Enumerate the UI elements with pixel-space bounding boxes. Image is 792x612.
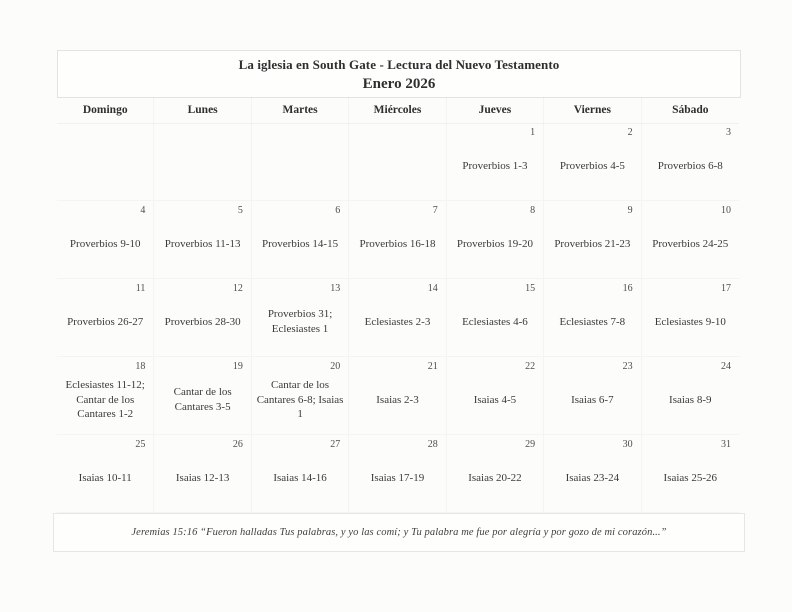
calendar-month: Enero 2026 — [362, 76, 436, 92]
day-number: 23 — [622, 361, 633, 372]
reading-text: Isaias 14-16 — [273, 471, 327, 484]
day-number: 18 — [135, 361, 146, 372]
calendar-day-cell — [447, 123, 544, 201]
day-number — [350, 123, 444, 140]
calendar-day-cell — [447, 279, 544, 357]
day-number: 12 — [232, 283, 243, 294]
reading-text — [350, 140, 444, 200]
calendar-day-cell — [642, 435, 739, 513]
calendar-day-cell — [57, 201, 154, 279]
day-number: 27 — [330, 439, 341, 450]
calendar-day-cell — [57, 279, 154, 357]
reading-text: Proverbios 31; Eclesiastes 1 — [267, 308, 333, 335]
reading-text: Proverbios 28-30 — [164, 315, 241, 328]
footer-verse: Jeremias 15:16 “Fueron halladas Tus palabras, y yo las comí; y Tu palabra me fue por alegría y por gozo de mi corazón...” — [131, 527, 667, 538]
reading-text: Isaias 6-7 — [571, 393, 614, 406]
reading-text — [58, 140, 152, 200]
day-number: 8 — [530, 205, 536, 216]
calendar-day-cell — [544, 435, 641, 513]
day-number: 16 — [622, 283, 633, 294]
day-number: 5 — [237, 205, 243, 216]
reading-text: Eclesiastes 9-10 — [654, 315, 726, 328]
calendar-day-cell — [642, 201, 739, 279]
reading-text: Proverbios 19-20 — [456, 237, 533, 250]
reading-text: Cantar de los Cantares 6-8; Isaias 1 — [256, 379, 344, 421]
day-number: 2 — [627, 127, 633, 138]
weekday-header: Sábado — [672, 104, 709, 116]
day-number — [155, 123, 249, 140]
calendar-day-cell — [642, 123, 739, 201]
day-number: 24 — [721, 361, 731, 372]
day-number: 28 — [427, 439, 438, 450]
calendar-day-cell — [252, 435, 349, 513]
day-number: 19 — [232, 361, 243, 372]
calendar-day-cell — [57, 435, 154, 513]
reading-text: Proverbios 9-10 — [69, 237, 141, 250]
day-number: 7 — [432, 205, 438, 216]
calendar-day-cell — [57, 123, 154, 201]
reading-text: Isaias 4-5 — [473, 393, 517, 406]
calendar-day-cell — [252, 123, 349, 201]
reading-text: Proverbios 1-3 — [462, 159, 528, 172]
calendar-day-cell — [544, 279, 641, 357]
calendar-day-cell — [252, 357, 349, 435]
reading-text: Proverbios 4-5 — [559, 159, 625, 172]
reading-text: Isaias 17-19 — [370, 471, 425, 484]
reading-text: Proverbios 14-15 — [262, 237, 339, 250]
reading-text: Proverbios 26-27 — [67, 315, 144, 328]
calendar-day-cell — [447, 435, 544, 513]
day-number: 6 — [335, 205, 341, 216]
footer-verse-box — [53, 513, 745, 552]
calendar-day-cell — [154, 435, 251, 513]
day-number — [58, 123, 152, 140]
reading-text: Isaias 12-13 — [175, 471, 230, 484]
weekday-header: Miércoles — [349, 97, 446, 123]
reading-text: Proverbios 21-23 — [554, 237, 631, 250]
calendar-day-cell — [252, 201, 349, 279]
day-number: 9 — [627, 205, 633, 216]
calendar-day-cell — [154, 201, 251, 279]
weekday-header: Lunes — [154, 97, 251, 123]
weekday-header: Viernes — [544, 97, 641, 123]
day-number: 20 — [330, 361, 341, 372]
calendar-title: La iglesia en South Gate - Lectura del Nuevo Testamento — [238, 57, 560, 72]
calendar-day-cell — [252, 279, 349, 357]
reading-text: Isaias 20-22 — [468, 471, 522, 484]
calendar-day-cell — [349, 435, 446, 513]
calendar-day-cell — [154, 123, 251, 201]
day-number: 10 — [721, 205, 731, 216]
day-number: 1 — [530, 127, 536, 138]
reading-text: Isaias 8-9 — [669, 393, 712, 406]
calendar-day-cell — [544, 357, 641, 435]
reading-text: Eclesiastes 7-8 — [559, 315, 626, 328]
reading-text — [155, 140, 249, 200]
calendar-day-cell — [154, 279, 251, 357]
day-number — [253, 123, 347, 140]
weekday-header: Martes — [252, 97, 349, 123]
reading-text: Eclesiastes 11-12; Cantar de los Cantares 1-2 — [65, 379, 145, 421]
calendar-day-cell — [447, 201, 544, 279]
reading-text: Proverbios 6-8 — [657, 159, 723, 172]
reading-text — [253, 140, 347, 200]
day-number: 13 — [330, 283, 341, 294]
day-number: 11 — [135, 283, 146, 294]
calendar-day-cell — [154, 357, 251, 435]
reading-text: Proverbios 11-13 — [164, 237, 241, 250]
calendar-day-cell — [544, 201, 641, 279]
calendar-day-cell — [544, 123, 641, 201]
day-number: 15 — [525, 283, 536, 294]
day-number: 21 — [427, 361, 438, 372]
day-number: 14 — [427, 283, 438, 294]
reading-text: Eclesiastes 2-3 — [364, 315, 431, 328]
calendar-day-cell — [349, 201, 446, 279]
calendar-grid — [57, 123, 739, 513]
day-number: 4 — [140, 205, 146, 216]
calendar-day-cell — [447, 357, 544, 435]
day-number: 29 — [525, 439, 536, 450]
reading-text: Proverbios 16-18 — [359, 237, 436, 250]
title-box — [57, 50, 741, 98]
calendar-day-cell — [642, 279, 739, 357]
reading-text: Cantar de los Cantares 3-5 — [173, 386, 232, 413]
weekday-header: Domingo — [57, 97, 154, 123]
day-number: 25 — [135, 439, 146, 450]
weekday-header: Jueves — [447, 97, 544, 123]
day-number: 31 — [721, 439, 731, 450]
calendar-day-cell — [349, 357, 446, 435]
day-number: 22 — [525, 361, 536, 372]
day-number: 3 — [726, 127, 731, 138]
calendar-day-cell — [349, 123, 446, 201]
day-number: 26 — [232, 439, 243, 450]
reading-text: Isaias 25-26 — [663, 471, 718, 484]
reading-text: Isaias 23-24 — [565, 471, 620, 484]
day-number: 30 — [622, 439, 633, 450]
reading-text: Eclesiastes 4-6 — [462, 315, 528, 328]
calendar-day-cell — [642, 357, 739, 435]
reading-text: Isaias 2-3 — [376, 393, 419, 406]
reading-text: Isaias 10-11 — [78, 471, 132, 484]
calendar-day-cell — [349, 279, 446, 357]
day-number: 17 — [721, 283, 731, 294]
calendar-day-cell — [57, 357, 154, 435]
reading-text: Proverbios 24-25 — [652, 237, 729, 250]
weekday-header-row — [57, 97, 739, 124]
